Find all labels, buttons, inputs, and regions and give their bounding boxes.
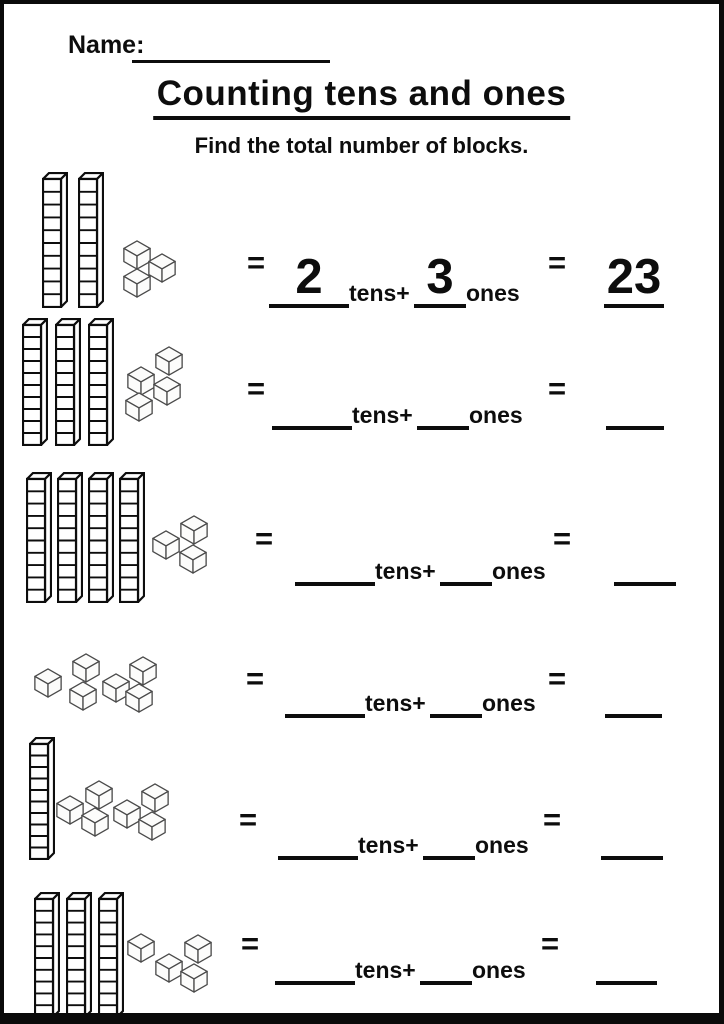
ones-cube xyxy=(154,346,184,376)
tens-rod xyxy=(119,472,145,603)
ones-cube xyxy=(124,392,154,422)
tens-label: tens+ xyxy=(349,280,410,306)
equals-sign: = xyxy=(548,371,567,406)
ones-cube xyxy=(55,795,85,825)
ones-cube xyxy=(112,799,142,829)
ones-answer-blank[interactable] xyxy=(430,656,482,718)
ones-answer-blank[interactable] xyxy=(417,368,469,430)
ones-cube xyxy=(68,681,98,711)
ones-cube xyxy=(126,366,156,396)
tens-label: tens+ xyxy=(365,690,426,716)
tens-answer-blank[interactable] xyxy=(285,656,365,718)
tens-rod xyxy=(88,472,114,603)
ones-answer-blank[interactable] xyxy=(423,798,475,860)
ones-answer-blank[interactable] xyxy=(420,923,472,985)
name-blank-line[interactable] xyxy=(132,34,330,63)
equals-sign: = xyxy=(246,661,265,696)
total-answer-blank[interactable] xyxy=(596,923,657,985)
total-answer: 23 xyxy=(606,250,662,304)
equals-sign: = xyxy=(241,926,260,961)
total-answer-blank[interactable] xyxy=(604,246,664,308)
ones-cube xyxy=(101,673,131,703)
ones-cube xyxy=(122,240,152,270)
ones-cube xyxy=(147,253,177,283)
tens-answer-blank[interactable] xyxy=(295,524,375,586)
tens-label: tens+ xyxy=(358,832,419,858)
tens-answer-blank[interactable] xyxy=(269,246,349,308)
ones-cube xyxy=(152,376,182,406)
ones-cube xyxy=(183,934,213,964)
total-answer-blank[interactable] xyxy=(606,368,664,430)
equals-sign: = xyxy=(247,371,266,406)
ones-cube xyxy=(140,783,170,813)
ones-label: ones xyxy=(466,280,520,306)
equals-sign: = xyxy=(548,661,567,696)
worksheet-title: Counting tens and ones xyxy=(153,74,571,120)
ones-cube xyxy=(151,530,181,560)
tens-rod xyxy=(98,892,124,1018)
ones-cube xyxy=(178,544,208,574)
tens-rod xyxy=(55,318,81,446)
ones-label: ones xyxy=(472,957,526,983)
ones-label: ones xyxy=(482,690,536,716)
ones-cube xyxy=(122,268,152,298)
tens-rod xyxy=(78,172,104,308)
ones-label: ones xyxy=(475,832,529,858)
ones-answer: 3 xyxy=(426,250,454,304)
equals-sign: = xyxy=(543,802,562,837)
ones-cube xyxy=(84,780,114,810)
tens-answer-blank[interactable] xyxy=(272,368,352,430)
ones-label: ones xyxy=(492,558,546,584)
ones-answer-blank[interactable] xyxy=(440,524,492,586)
total-answer-blank[interactable] xyxy=(605,656,662,718)
ones-cube xyxy=(154,953,184,983)
tens-answer-blank[interactable] xyxy=(278,798,358,860)
tens-rod xyxy=(66,892,92,1018)
tens-label: tens+ xyxy=(375,558,436,584)
equals-sign: = xyxy=(247,245,266,280)
ones-cube xyxy=(124,683,154,713)
ones-cube xyxy=(126,933,156,963)
equals-sign: = xyxy=(548,245,567,280)
ones-answer-blank[interactable] xyxy=(414,246,466,308)
tens-rod xyxy=(22,318,48,446)
tens-answer-blank[interactable] xyxy=(275,923,355,985)
ones-label: ones xyxy=(469,402,523,428)
ones-cube xyxy=(71,653,101,683)
total-answer-blank[interactable] xyxy=(601,798,663,860)
tens-label: tens+ xyxy=(352,402,413,428)
tens-answer: 2 xyxy=(295,250,323,304)
tens-rod xyxy=(88,318,114,446)
name-label: Name: xyxy=(68,31,145,59)
equals-sign: = xyxy=(255,521,274,556)
tens-rod xyxy=(57,472,83,603)
equals-sign: = xyxy=(239,802,258,837)
equals-sign: = xyxy=(541,926,560,961)
total-answer-blank[interactable] xyxy=(614,524,676,586)
ones-cube xyxy=(33,668,63,698)
tens-rod xyxy=(29,737,55,860)
tens-rod xyxy=(34,892,60,1018)
tens-rod xyxy=(42,172,68,308)
ones-cube xyxy=(128,656,158,686)
worksheet-instructions: Find the total number of blocks. xyxy=(194,133,529,158)
tens-label: tens+ xyxy=(355,957,416,983)
ones-cube xyxy=(80,807,110,837)
ones-cube xyxy=(179,515,209,545)
ones-cube xyxy=(137,811,167,841)
equals-sign: = xyxy=(553,521,572,556)
tens-rod xyxy=(26,472,52,603)
ones-cube xyxy=(179,963,209,993)
